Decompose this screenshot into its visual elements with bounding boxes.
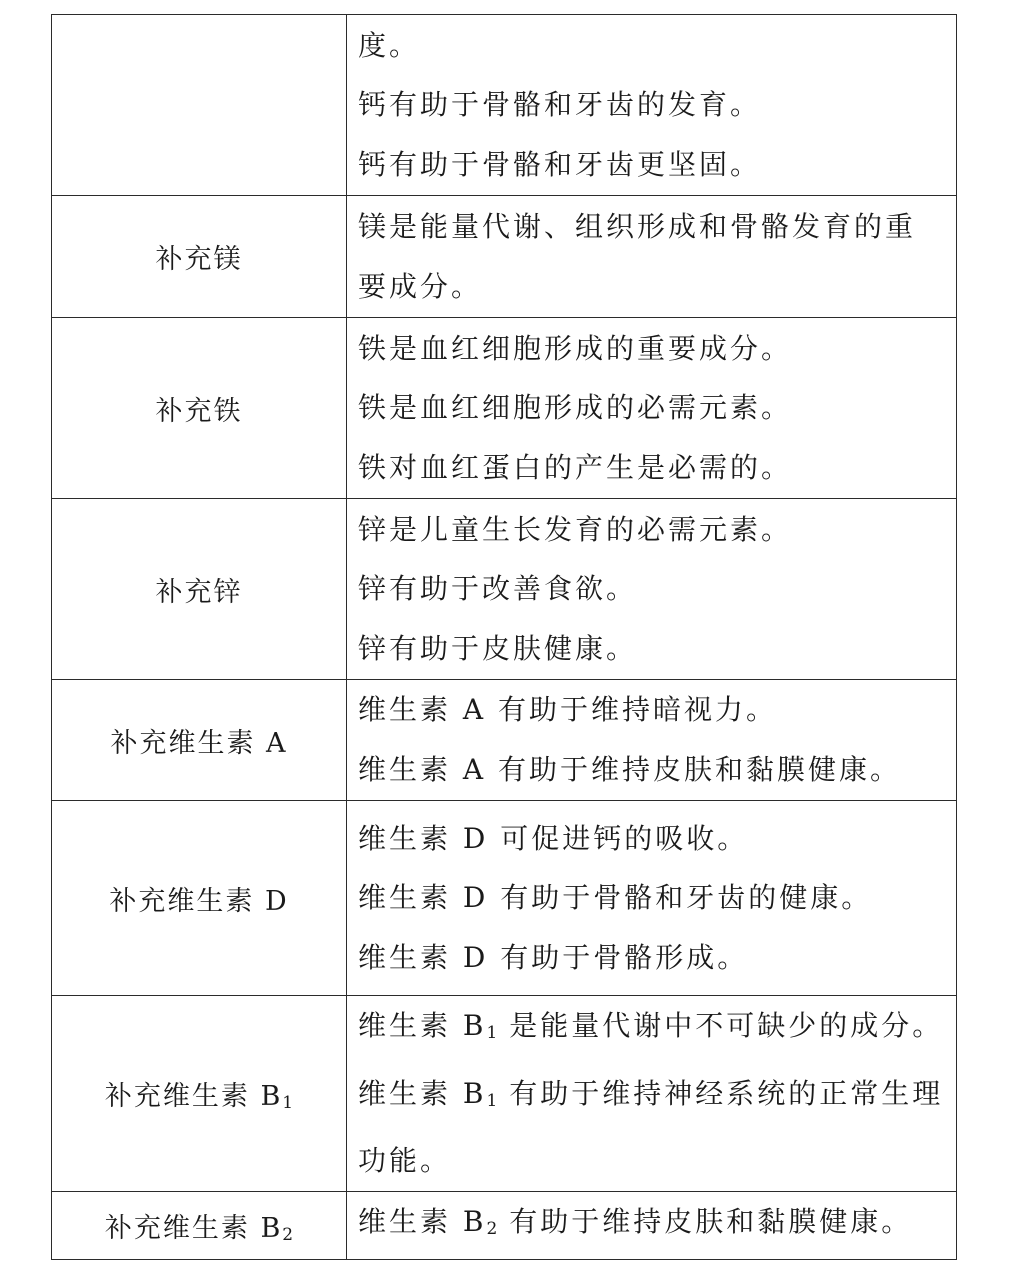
nutrient-cell: 补充铁 (52, 318, 347, 499)
claim-line: 要成分。 (358, 269, 483, 303)
table-row (52, 196, 957, 318)
claims-cell (347, 680, 957, 801)
claim-line: 维生素 $B_1$ 有助于维持神经系统的正常生理 (358, 1076, 944, 1111)
table-row (52, 801, 957, 996)
table-row (52, 318, 957, 499)
claim-line: 度。 (358, 28, 421, 62)
table-row (52, 15, 957, 196)
claim-line: 铁是血红细胞形成的必需元素。 (358, 391, 793, 425)
nutrient-cell: 补充维生素 A (52, 680, 347, 801)
claims-cell (347, 801, 957, 996)
nutrient-cell: 补充维生素 $B_1$ (52, 996, 347, 1192)
claim-line: 功能。 (358, 1144, 452, 1178)
claims-cell (347, 1191, 957, 1260)
claim-line: 维生素 $B_1$ 是能量代谢中不可缺少的成分。 (358, 1009, 944, 1043)
claim-line: 维生素 D 有助于骨骼形成。 (358, 940, 749, 974)
claim-line: 维生素 D 有助于骨骼和牙齿的健康。 (358, 881, 873, 915)
claims-cell (347, 196, 957, 318)
table-row (52, 499, 957, 680)
claim-line: 锌有助于皮肤健康。 (358, 631, 638, 665)
nutrient-cell: 补充维生素 $B_2$ (52, 1191, 347, 1260)
claim-line: 维生素 A 有助于维持暗视力。 (358, 693, 778, 727)
claim-line: 维生素 A 有助于维持皮肤和黏膜健康。 (358, 753, 902, 786)
table-row (52, 1191, 957, 1260)
table-row (52, 996, 957, 1192)
claim-line: 铁是血红细胞形成的重要成分。 (358, 331, 793, 365)
table-row (52, 680, 957, 801)
claims-cell (347, 15, 957, 196)
claims-cell (347, 499, 957, 680)
claim-line: 维生素 $B_2$ 有助于维持皮肤和黏膜健康。 (358, 1204, 913, 1239)
claim-line: 锌有助于改善食欲。 (358, 572, 638, 606)
claim-line: 铁对血红蛋白的产生是必需的。 (358, 450, 793, 484)
claim-line: 钙有助于骨骼和牙齿更坚固。 (358, 147, 762, 181)
claim-line: 钙有助于骨骼和牙齿的发育。 (358, 88, 762, 122)
claim-line: 锌是儿童生长发育的必需元素。 (358, 512, 793, 546)
claim-line: 维生素 D 可促进钙的吸收。 (358, 821, 749, 855)
claims-cell (347, 318, 957, 499)
nutrient-cell: 补充锌 (52, 499, 347, 680)
claim-line: 镁是能量代谢、组织形成和骨骼发育的重 (358, 209, 917, 243)
nutrient-cell (52, 15, 347, 196)
nutrient-cell: 补充镁 (52, 196, 347, 318)
nutrient-cell: 补充维生素 D (52, 801, 347, 996)
nutrient-claims-table (51, 14, 957, 1260)
claims-cell (347, 996, 957, 1192)
